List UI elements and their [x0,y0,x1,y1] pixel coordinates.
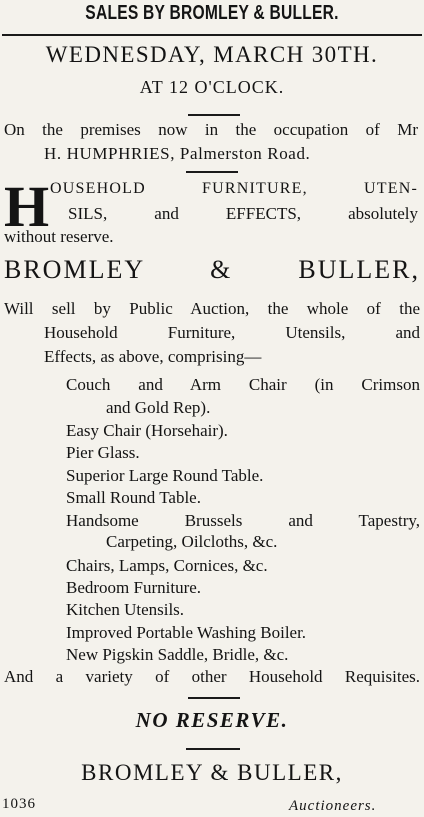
sale-time: AT 12 O'CLOCK. [139,77,285,97]
list-item: New Pigskin Saddle, Bridle, &c. [66,645,289,664]
premises-line-2 [44,144,310,164]
list-item: Carpeting, Oilcloths, &c. [106,532,278,551]
list-item: Chairs, Lamps, Cornices, &c. [66,556,268,575]
will-sell-line-1: Will sell by Public Auction, the whole of the [4,299,420,318]
sale-line-3: without reserve. [4,227,114,246]
divider-short [186,748,240,750]
list-item: Bedroom Furniture. [66,578,202,597]
list-item: Handsome Brussels and Tapestry, [66,511,420,530]
list-item: Easy Chair (Horsehair). [66,421,228,440]
auctioneer-signature: BROMLEY & BULLER, [81,760,343,785]
list-item: and Gold Rep). [106,398,211,417]
list-item: Superior Large Round Table. [66,466,264,485]
column-header: SALES BY BROMLEY & BULLER. [85,2,339,24]
premises-owner: H. HUMPHRIES, Palmerston Road. [44,144,311,163]
sale-line-2: SILS, and EFFECTS, absolutely [68,204,418,223]
list-item: Small Round Table. [66,488,201,507]
variety-line: And a variety of other Household Requisites. [4,667,420,686]
header-rule [2,34,422,36]
sale-line-1: OUSEHOLD FURNITURE, UTEN- [50,180,418,197]
list-item: Improved Portable Washing Boiler. [66,623,307,642]
list-item: Pier Glass. [66,443,140,462]
drop-cap-letter: H [4,174,50,239]
will-sell-line-2: Household Furniture, Utensils, and [44,323,420,342]
divider-short [188,114,240,116]
divider-short [186,171,238,173]
sale-date: WEDNESDAY, MARCH 30TH. [45,42,379,67]
no-reserve-notice: NO RESERVE. [135,708,289,732]
divider-short [188,697,240,699]
auctioneers-label: Auctioneers. [289,798,377,814]
list-item: Couch and Arm Chair (in Crimson [66,375,420,394]
auctioneer-name: BROMLEY & BULLER, [4,255,420,284]
advert-number: 1036 [2,796,36,812]
will-sell-line-3: Effects, as above, comprising— [44,347,262,366]
list-item: Kitchen Utensils. [66,600,185,619]
premises-line-1: On the premises now in the occupation of Mr [4,120,418,139]
